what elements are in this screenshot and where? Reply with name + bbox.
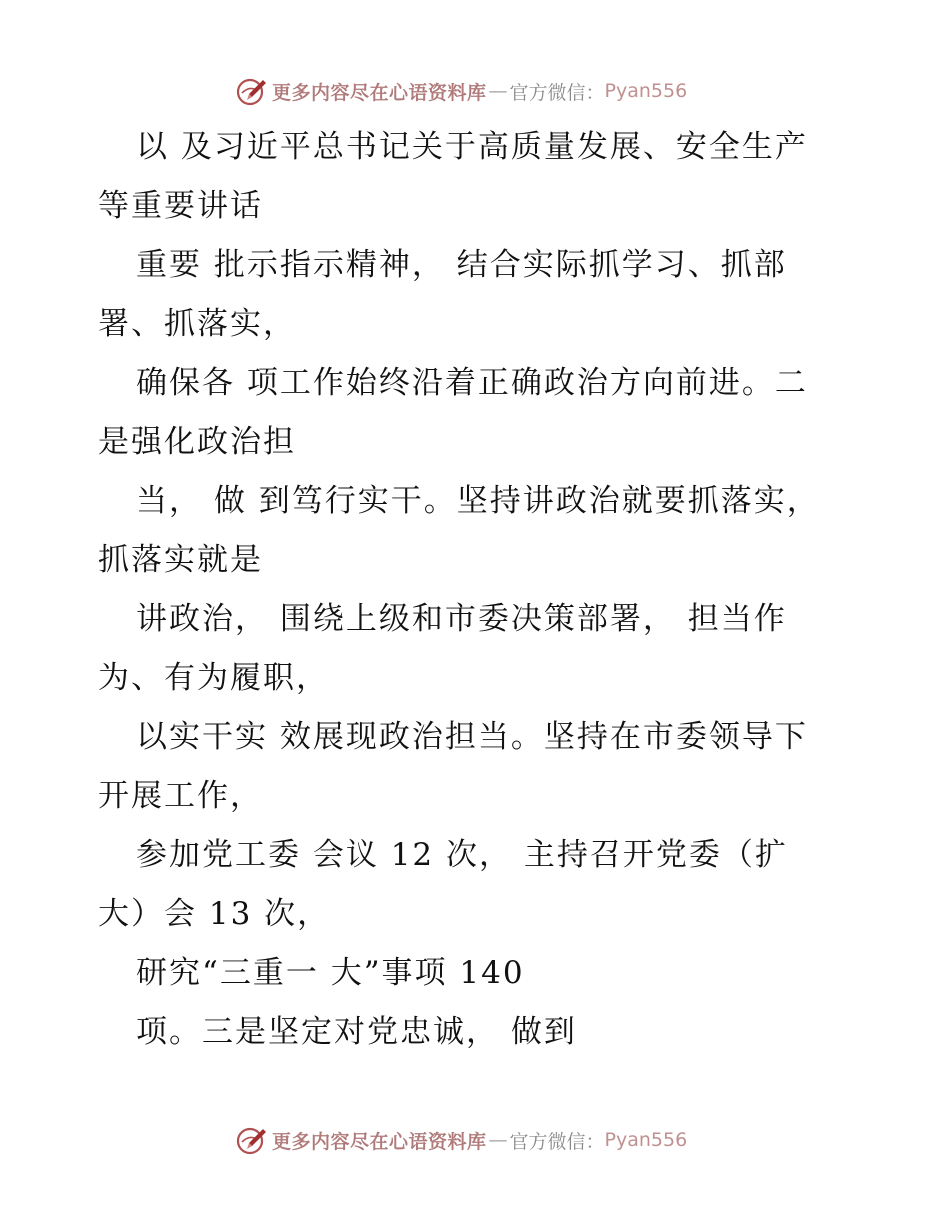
watermark-dash: —: [488, 80, 508, 102]
watermark-brand: 更多内容尽在心语资料库: [272, 81, 487, 104]
paragraph: 以实干实 效展现政治担当。坚持在市委领导下开展工作，: [98, 719, 808, 814]
paragraph: 以 及习近平总书记关于高质量发展、安全生产等重要讲话: [98, 129, 808, 224]
footer-watermark: [236, 1123, 687, 1157]
watermark-wechat-id: Pyan556: [604, 1129, 688, 1151]
paragraph: 项。三是坚定对党忠诚， 做到: [136, 1014, 577, 1050]
pen-logo-icon: [236, 1124, 268, 1156]
paragraph: 参加党工委 会议 12 次， 主持召开党委（扩大）会 13 次，: [98, 837, 788, 932]
paragraph: 当， 做 到笃行实干。坚持讲政治就要抓落实，抓落实就是: [98, 483, 820, 578]
watermark-official-label: 官方微信：: [509, 1130, 605, 1153]
pen-logo-icon: [236, 75, 268, 107]
watermark-brand: 更多内容尽在心语资料库: [272, 1130, 487, 1153]
paragraph: 确保各 项工作始终沿着正确政治方向前进。二是强化政治担: [98, 365, 808, 460]
paragraph: 重要 批示指示精神， 结合实际抓学习、抓部署、抓落实，: [98, 247, 787, 342]
watermark-official-label: 官方微信：: [509, 81, 605, 104]
header-watermark: [236, 74, 687, 108]
document-body: [98, 118, 838, 1062]
watermark-dash: —: [488, 1129, 508, 1151]
paragraph: 讲政治， 围绕上级和市委决策部署， 担当作为、有为履职，: [98, 601, 787, 696]
paragraph: 研究“三重一 大”事项 140: [136, 955, 525, 991]
watermark-wechat-id: Pyan556: [604, 80, 688, 102]
